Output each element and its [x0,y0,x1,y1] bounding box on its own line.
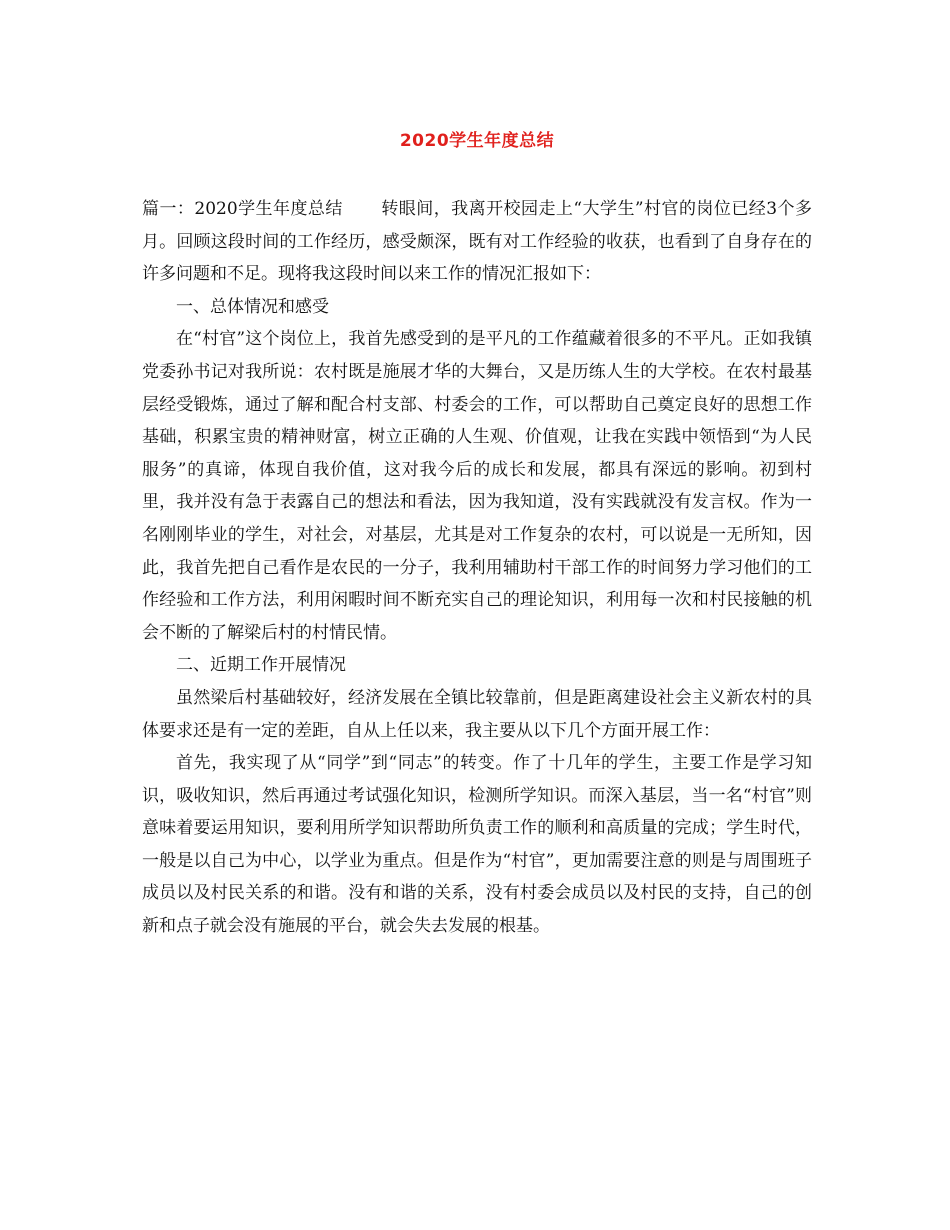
intro-label: 篇一：2020学生年度总结 [142,199,343,219]
paragraph-intro [142,193,812,291]
document-body [142,193,812,943]
paragraph-recent-work: 虽然梁后村基础较好，经济发展在全镇比较靠前，但是距离建设社会主义新农村的具体要求还是有一定的差距，自从上任以来，我主要从以下几个方面开展工作： [142,687,812,741]
section-heading-overview: 一、总体情况和感受 [176,296,329,317]
section-heading-recent-work: 二、近期工作开展情况 [176,655,346,676]
paragraph-text: 转眼间，我离开校园走上“大学生”村官的岗位已经3个多月。回顾这段时间的工作经历，感受颇深，既有对工作经验的收获，也看到了自身存在的许多问题和不足。现将我这段时间以来工作的情况汇报如下： [142,199,812,285]
document-title: 2020学生年度总结 [399,131,555,151]
paragraph-first-point: 首先，我实现了从“同学”到“同志”的转变。作了十几年的学生，主要工作是学习知识，吸收知识，然后再通过考试强化知识，检测所学知识。而深入基层，当一名“村官”则意味着要运用知识，要利用所学知识帮助所负责工作的顺利和高质量的完成；学生时代，一般是以自己为中心，以学业为重点。但是作为“村官”，更加需要注意的则是与周围班子成员以及村民关系的和谐。没有和谐的关系，没有村委会成员以及村民的支持，自己的创新和点子就会没有施展的平台，就会失去发展的根基。 [142,753,812,937]
paragraph-overview: 在“村官”这个岗位上，我首先感受到的是平凡的工作蕴藏着很多的不平凡。正如我镇党委孙书记对我所说：农村既是施展才华的大舞台，又是历练人生的大学校。在农村最基层经受锻炼，通过了解和配合村支部、村委会的工作，可以帮助自己奠定良好的思想工作基础，积累宝贵的精神财富，树立正确的人生观、价值观，让我在实践中领悟到“为人民服务”的真谛，体现自我价值，这对我今后的成长和发展，都具有深远的影响。初到村里，我并没有急于表露自己的想法和看法，因为我知道，没有实践就没有发言权。作为一名刚刚毕业的学生，对社会，对基层，尤其是对工作复杂的农村，可以说是一无所知，因此，我首先把自己看作是农民的一分子，我利用辅助村干部工作的时间努力学习他们的工作经验和工作方法，利用闲暇时间不断充实自己的理论知识，利用每一次和村民接触的机会不断的了解梁后村的村情民情。 [142,329,812,643]
